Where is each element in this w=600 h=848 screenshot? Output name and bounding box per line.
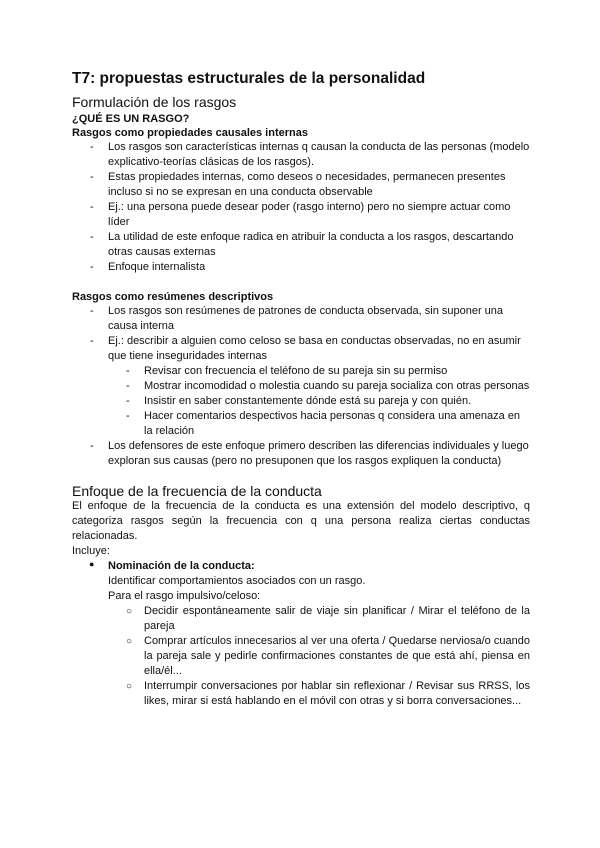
list-item: - Enfoque internalista bbox=[72, 260, 530, 275]
list-item bbox=[72, 334, 530, 439]
list-item: ○ Interrumpir conversaciones por hablar sin reflexionar / Revisar sus RRSS, los likes, mirar si está hablando en el móvil con otras y si borra conversaciones... bbox=[72, 679, 530, 709]
list-item-text: Ej.: describir a alguien como celoso se basa en conductas observadas, no en asumir que tiene inseguridades internas bbox=[108, 335, 521, 362]
bullet-line: Para el rasgo impulsivo/celoso: bbox=[108, 590, 261, 602]
subheading-causal: Rasgos como propiedades causales internas bbox=[72, 127, 308, 139]
sub-list-item: - Revisar con frecuencia el teléfono de su pareja sin su permiso bbox=[72, 364, 530, 379]
list-item: ○ Decidir espontáneamente salir de viaje sin planificar / Mirar el teléfono de la pareja bbox=[72, 604, 530, 634]
list-item: - Estas propiedades internas, como deseos o necesidades, permanecen presentes incluso si no se expresan en una conducta observable bbox=[72, 170, 530, 200]
sub-list-item: - Mostrar incomodidad o molestia cuando su pareja socializa con otras personas bbox=[72, 379, 530, 394]
causal-list bbox=[72, 140, 530, 275]
document-content bbox=[72, 70, 530, 709]
list-item: - Los rasgos son resúmenes de patrones de conducta observada, sin suponer una causa interna bbox=[72, 304, 530, 334]
subheading-descriptive: Rasgos como resúmenes descriptivos bbox=[72, 291, 274, 303]
section-heading-frecuencia: Enfoque de la frecuencia de la conducta bbox=[72, 483, 322, 499]
question-heading: ¿QUÉ ES UN RASGO? bbox=[72, 113, 190, 125]
list-item: - Los rasgos son características internas q causan la conducta de las personas (modelo explicativo-teorías clásicas de los rasgos). bbox=[72, 140, 530, 170]
bullet-nominacion bbox=[72, 559, 530, 604]
behavior-examples-list bbox=[72, 604, 530, 709]
bullet-title: Nominación de la conducta: bbox=[108, 560, 255, 572]
list-item: ○ Comprar artículos innecesarios al ver una oferta / Quedarse nerviosa/o cuando la pareja sale y pedirle confirmaciones constantes de que está ahí, piensa en ella/él... bbox=[72, 634, 530, 679]
sub-list-item: - Hacer comentarios despectivos hacia personas q considera una amenaza en la relación bbox=[72, 409, 530, 439]
list-item: - Ej.: una persona puede desear poder (rasgo interno) pero no siempre actuar como líder bbox=[72, 200, 530, 230]
list-item: - La utilidad de este enfoque radica en atribuir la conducta a los rasgos, descartando otras causas externas bbox=[72, 230, 530, 260]
sub-list-item: - Insistir en saber constantemente dónde está su pareja y con quién. bbox=[72, 394, 530, 409]
document-title: T7: propuestas estructurales de la personalidad bbox=[72, 70, 426, 87]
section-intro: El enfoque de la frecuencia de la conducta es una extensión del modelo descriptivo, q categoriza rasgos según la frecuencia con q una persona realiza ciertas conductas relacionadas. bbox=[72, 500, 530, 542]
bullet-dot-icon: ● bbox=[89, 559, 95, 569]
list-item: - Los defensores de este enfoque primero describen las diferencias individuales y luego exploran sus causas (pero no presuponen que los rasgos expliquen la conducta) bbox=[72, 439, 530, 469]
descriptive-list bbox=[72, 304, 530, 469]
jealous-examples-list bbox=[72, 364, 530, 439]
section-heading-formulacion: Formulación de los rasgos bbox=[72, 94, 237, 110]
includes-label: Incluye: bbox=[72, 545, 110, 557]
bullet-line: Identificar comportamientos asociados con un rasgo. bbox=[108, 575, 366, 587]
